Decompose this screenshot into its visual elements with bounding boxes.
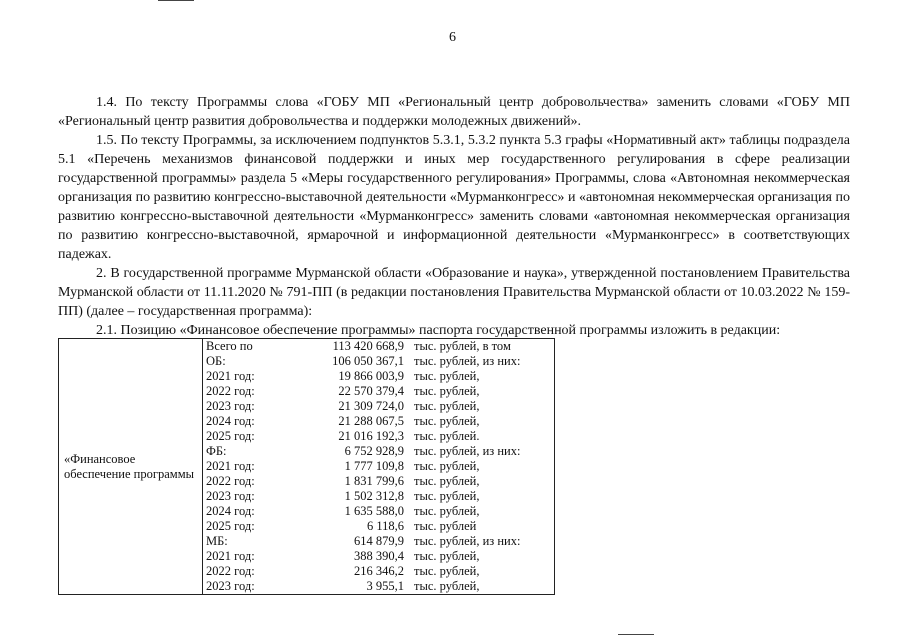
row-unit: тыс. рублей. xyxy=(414,429,480,443)
table-row xyxy=(203,444,554,459)
row-value: 216 346,2 xyxy=(354,564,404,578)
financing-label: «Финансовое обеспечение программы xyxy=(59,339,203,595)
row-name: ОБ: xyxy=(206,354,226,368)
table-row xyxy=(203,354,554,369)
table-row xyxy=(203,459,554,474)
row-unit: тыс. рублей, xyxy=(414,414,480,428)
row-name: 2021 год: xyxy=(206,549,255,563)
scan-mark-bottom xyxy=(618,634,654,635)
row-value: 1 502 312,8 xyxy=(344,489,404,503)
row-name: Всего по xyxy=(206,339,253,353)
row-name: 2021 год: xyxy=(206,459,255,473)
row-name: ФБ: xyxy=(206,444,227,458)
row-unit: тыс. рублей, xyxy=(414,579,480,593)
financing-rows xyxy=(203,339,554,594)
row-name: 2025 год: xyxy=(206,429,255,443)
row-unit: тыс. рублей xyxy=(414,519,477,533)
row-unit: тыс. рублей, из них: xyxy=(414,534,521,548)
row-unit: тыс. рублей, xyxy=(414,504,480,518)
table-row xyxy=(203,519,554,534)
financing-table xyxy=(58,338,555,595)
row-value: 21 288 067,5 xyxy=(338,414,404,428)
row-value: 388 390,4 xyxy=(354,549,404,563)
table-row xyxy=(203,534,554,549)
paragraph-2-1: 2.1. Позицию «Финансовое обеспечение программы» паспорта государственной программы изложить в редакции: xyxy=(96,323,781,338)
row-value: 21 016 192,3 xyxy=(338,429,404,443)
page-number: 6 xyxy=(449,30,456,45)
financing-values xyxy=(203,339,555,595)
row-unit: тыс. рублей, xyxy=(414,474,480,488)
paragraph-1-5: 1.5. По тексту Программы, за исключением подпунктов 5.3.1, 5.3.2 пункта 5.3 графы «Нормативный акт» таблицы подраздела 5.1 «Перечень механизмов финансовой поддержки и иных мер государственного регулирования в сфере реализации государственной программы» раздела 5 «Меры государственного регулирования» Программы, слова «Автономная некоммерческая организация по развитию конгрессно-выставочной деятельности «Мурманконгресс» и «автономная некоммерческая организация по развитию конгрессно-выставочной деятельности «Мурманконгресс» заменить словами «автономная некоммерческая организация по развитию конгрессно-выставочной, ярмарочной и информационной деятельности «Мурманконгресс» в соответствующих падежах. xyxy=(58,133,850,262)
row-name: 2023 год: xyxy=(206,399,255,413)
table-row xyxy=(203,579,554,594)
table-row xyxy=(203,504,554,519)
row-unit: тыс. рублей, из них: xyxy=(414,354,521,368)
row-name: 2023 год: xyxy=(206,579,255,593)
scan-mark-top xyxy=(158,0,194,1)
table-row xyxy=(203,474,554,489)
row-name: 2024 год: xyxy=(206,504,255,518)
row-name: 2023 год: xyxy=(206,489,255,503)
row-unit: тыс. рублей, xyxy=(414,384,480,398)
table-row xyxy=(203,384,554,399)
row-unit: тыс. рублей, в том xyxy=(414,339,511,353)
row-unit: тыс. рублей, xyxy=(414,549,480,563)
row-unit: тыс. рублей, xyxy=(414,459,480,473)
row-name: 2024 год: xyxy=(206,414,255,428)
paragraph-2: 2. В государственной программе Мурманской области «Образование и наука», утвержденной постановлением Правительства Мурманской области от 11.11.2020 № 791-ПП (в редакции постановления Правительства Мурманской области от 10.03.2022 № 159-ПП) (далее – государственная программа): xyxy=(58,266,850,319)
row-value: 614 879,9 xyxy=(354,534,404,548)
row-value: 6 752 928,9 xyxy=(344,444,404,458)
table-row xyxy=(203,549,554,564)
row-value: 106 050 367,1 xyxy=(332,354,404,368)
row-value: 1 777 109,8 xyxy=(344,459,404,473)
row-name: 2025 год: xyxy=(206,519,255,533)
row-unit: тыс. рублей, xyxy=(414,489,480,503)
row-unit: тыс. рублей, xyxy=(414,564,480,578)
row-unit: тыс. рублей, из них: xyxy=(414,444,521,458)
table-row xyxy=(203,369,554,384)
table-row xyxy=(203,429,554,444)
row-unit: тыс. рублей, xyxy=(414,399,480,413)
table-row xyxy=(203,489,554,504)
row-value: 6 118,6 xyxy=(366,519,404,533)
table-row xyxy=(203,399,554,414)
row-value: 21 309 724,0 xyxy=(338,399,404,413)
row-name: МБ: xyxy=(206,534,228,548)
paragraph-1-4: 1.4. По тексту Программы слова «ГОБУ МП «Региональный центр добровольчества» заменить словами «ГОБУ МП «Региональный центр развития добровольчества и поддержки молодежных движений». xyxy=(58,95,850,129)
row-value: 19 866 003,9 xyxy=(338,369,404,383)
row-value: 113 420 668,9 xyxy=(332,339,404,353)
table-row xyxy=(203,564,554,579)
table-row xyxy=(203,414,554,429)
row-value: 3 955,1 xyxy=(366,579,404,593)
row-value: 1 635 588,0 xyxy=(344,504,404,518)
document-body xyxy=(58,93,850,340)
row-unit: тыс. рублей, xyxy=(414,369,480,383)
row-name: 2022 год: xyxy=(206,384,255,398)
row-name: 2022 год: xyxy=(206,564,255,578)
row-name: 2022 год: xyxy=(206,474,255,488)
row-value: 22 570 379,4 xyxy=(338,384,404,398)
table-row xyxy=(203,339,554,354)
row-value: 1 831 799,6 xyxy=(344,474,404,488)
row-name: 2021 год: xyxy=(206,369,255,383)
